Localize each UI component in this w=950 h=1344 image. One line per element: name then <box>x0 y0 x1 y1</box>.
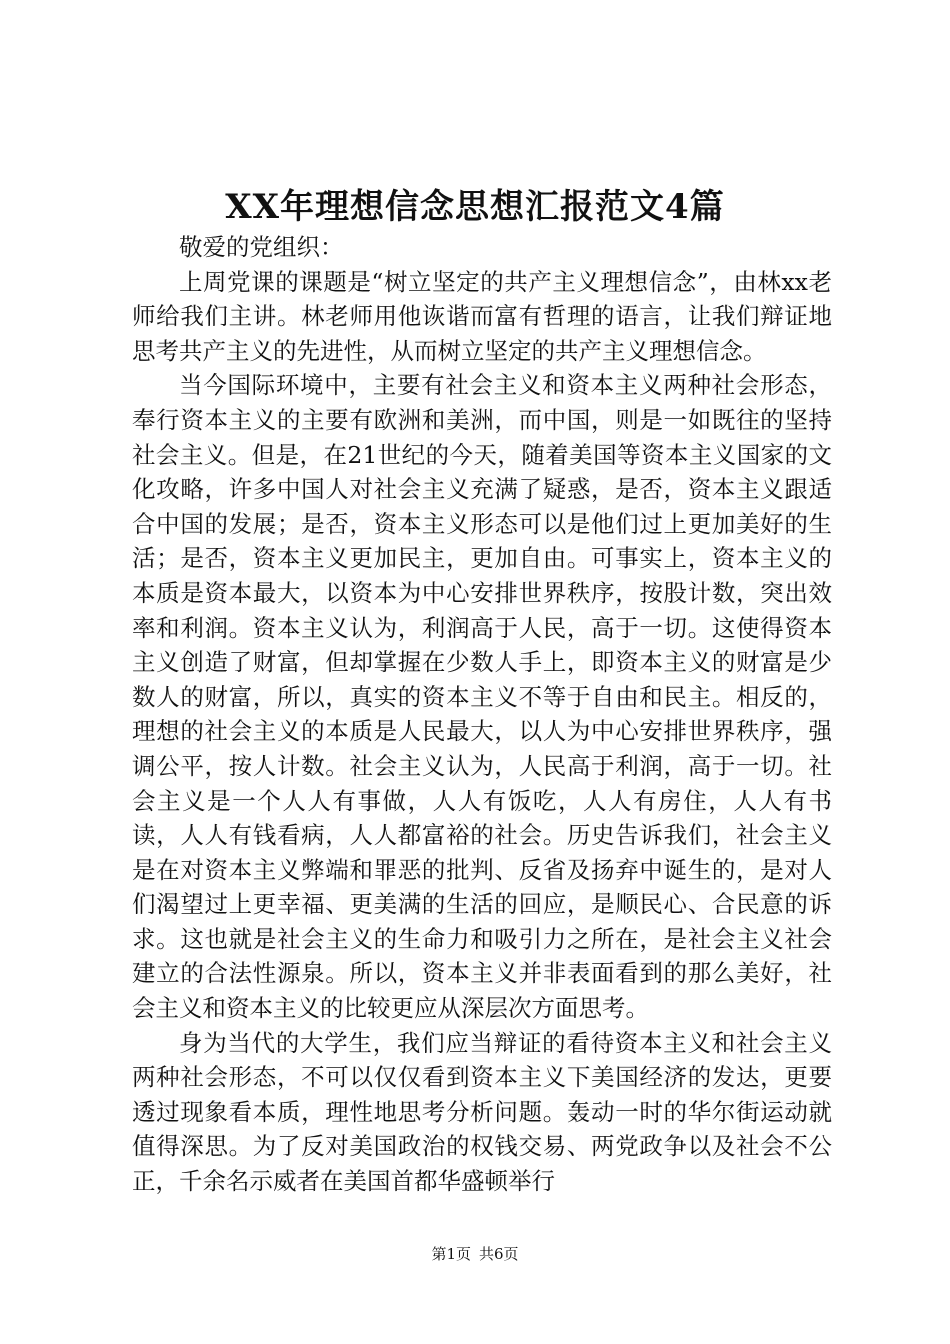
salutation: 敬爱的党组织： <box>179 233 344 261</box>
page-footer <box>0 1244 950 1264</box>
document-body <box>132 230 832 1199</box>
page-number: 第1页 <box>431 1245 471 1263</box>
document-title: XX年理想信念思想汇报范文4篇 <box>225 187 725 227</box>
paragraph: 身为当代的大学生，我们应当辩证的看待资本主义和社会主义两种社会形态，不可以仅仅看到资本主义下美国经济的发达，更要透过现象看本质，理性地思考分析问题。轰动一时的华尔街运动就值得深思。为了反对美国政治的权钱交易、两党政争以及社会不公正，千余名示威者在美国首都华盛顿举行 <box>132 1028 832 1196</box>
paragraph: 当今国际环境中，主要有社会主义和资本主义两种社会形态，奉行资本主义的主要有欧洲和美洲，而中国，则是一如既往的坚持社会主义。但是，在21世纪的今天，随着美国等资本主义国家的文化攻略，许多中国人对社会主义充满了疑惑，是否，资本主义跟适合中国的发展；是否，资本主义形态可以是他们过上更加美好的生活；是否，资本主义更加民主，更加自由。可事实上，资本主义的本质是资本最大，以资本为中心安排世界秩序，按股计数，突出效率和利润。资本主义认为，利润高于人民，高于一切。这使得资本主义创造了财富，但却掌握在少数人手上，即资本主义的财富是少数人的财富，所以，真实的资本主义不等于自由和民主。相反的，理想的社会主义的本质是人民最大，以人为中心安排世界秩序，强调公平，按人计数。社会主义认为，人民高于利润，高于一切。社会主义是一个人人有事做，人人有饭吃，人人有房住，人人有书读，人人有钱看病，人人都富裕的社会。历史告诉我们，社会主义是在对资本主义弊端和罪恶的批判、反省及扬弃中诞生的，是对人们渴望过上更幸福、更美满的生活的回应，是顺民心、合民意的诉求。这也就是社会主义的生命力和吸引力之所在，是社会主义社会建立的合法性源泉。所以，资本主义并非表面看到的那么美好，社会主义和资本主义的比较更应从深层次方面思考。 <box>132 371 832 1023</box>
paragraph: 上周党课的课题是“树立坚定的共产主义理想信念”，由林xx老师给我们主讲。林老师用他诙谐而富有哲理的语言，让我们辩证地思考共产主义的先进性，从而树立坚定的共产主义理想信念。 <box>132 267 832 365</box>
page-total: 共6页 <box>479 1245 519 1263</box>
